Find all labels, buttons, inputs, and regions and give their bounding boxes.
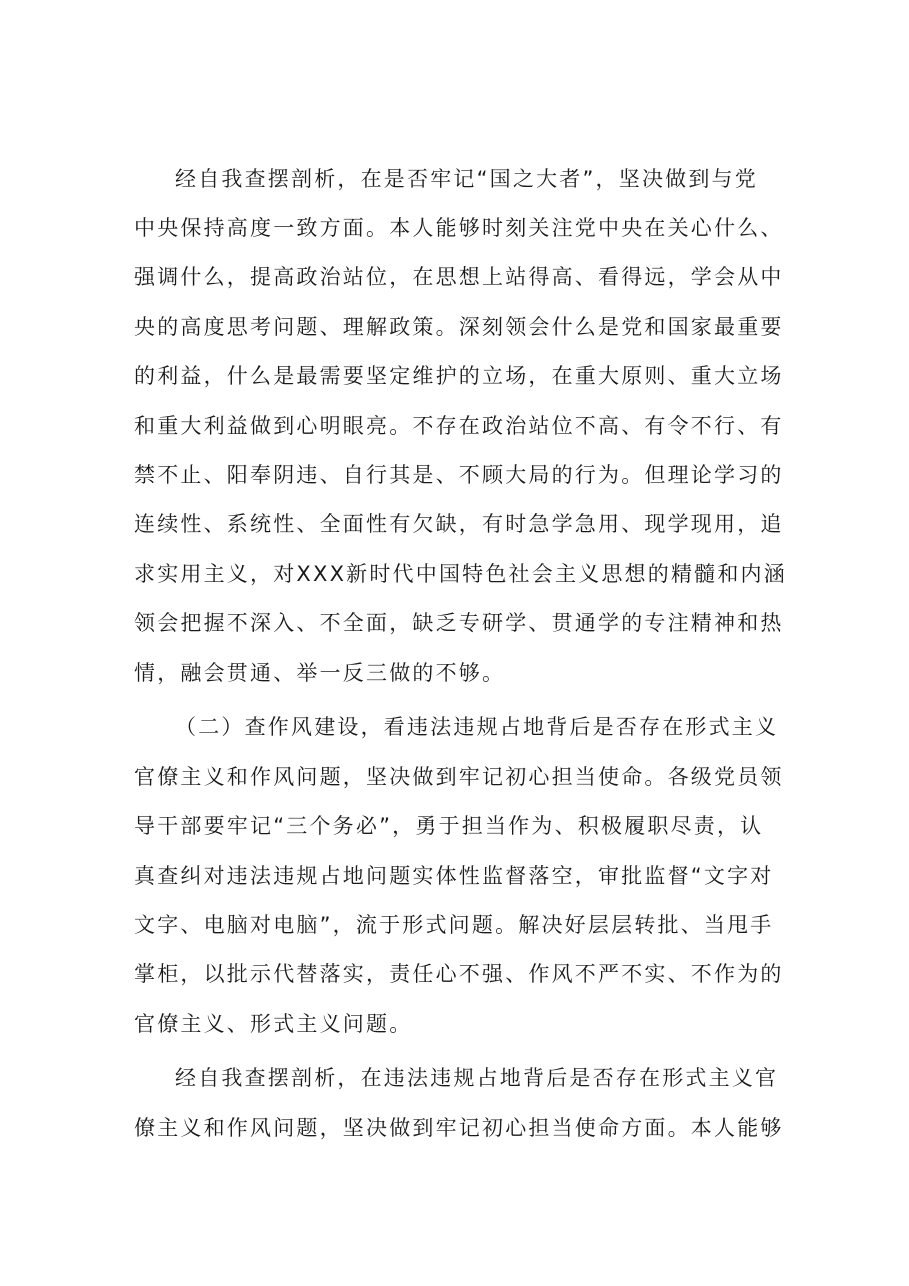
paragraph-1-line: 经自我查摆剖析，在是否牢记“国之大者”，坚决做到与党 [175, 167, 758, 191]
paragraph-1-line: 连续性、系统性、全面性有欠缺，有时急学急用、现学现用，追 [134, 512, 784, 536]
paragraph-1-line: 强调什么，提高政治站位，在思想上站得高、看得远，学会从中 [134, 265, 784, 289]
paragraph-3-line: 经自我查摆剖析，在违法违规占地背后是否存在形式主义官 [175, 1066, 779, 1090]
section-heading-line: （二）查作风建设，看违法违规占地背后是否存在形式主义 [175, 715, 779, 739]
paragraph-2-line: 导干部要牢记“三个务必”，勇于担当作为、积极履职尽责，认 [134, 814, 764, 838]
paragraph-1-line: 和重大利益做到心明眼亮。不存在政治站位不高、有令不行、有 [134, 414, 784, 438]
paragraph-2-line: 官僚主义、形式主义问题。 [134, 1012, 413, 1036]
paragraph-1-line: 中央保持高度一致方面。本人能够时刻关注党中央在关心什么、 [134, 216, 784, 240]
paragraph-1-line: 求实用主义，对XXX新时代中国特色社会主义思想的精髓和内涵 [134, 562, 787, 586]
paragraph-2-line: 真查纠对违法违规占地问题实体性监督落空，审批监督“文字对 [134, 864, 774, 888]
paragraph-2-line: 文字、电脑对电脑”，流于形式问题。解决好层层转批、当甩手 [134, 913, 774, 937]
paragraph-1-line: 情，融会贯通、举一反三做的不够。 [134, 661, 506, 685]
paragraph-1-line: 的利益，什么是最需要坚定维护的立场，在重大原则、重大立场 [134, 364, 784, 388]
paragraph-1-line: 央的高度思考问题、理解政策。深刻领会什么是党和国家最重要 [134, 315, 784, 339]
paragraph-2-line: 掌柜，以批示代替落实，责任心不强、作风不严不实、不作为的 [134, 962, 784, 986]
paragraph-2-line: 官僚主义和作风问题，坚决做到牢记初心担当使命。各级党员领 [134, 765, 784, 789]
paragraph-1-line: 领会把握不深入、不全面，缺乏专研学、贯通学的专注精神和热 [134, 611, 784, 635]
paragraph-1-line: 禁不止、阳奉阴违、自行其是、不顾大局的行为。但理论学习的 [134, 463, 784, 487]
paragraph-3-line: 僚主义和作风问题，坚决做到牢记初心担当使命方面。本人能够 [134, 1116, 784, 1140]
